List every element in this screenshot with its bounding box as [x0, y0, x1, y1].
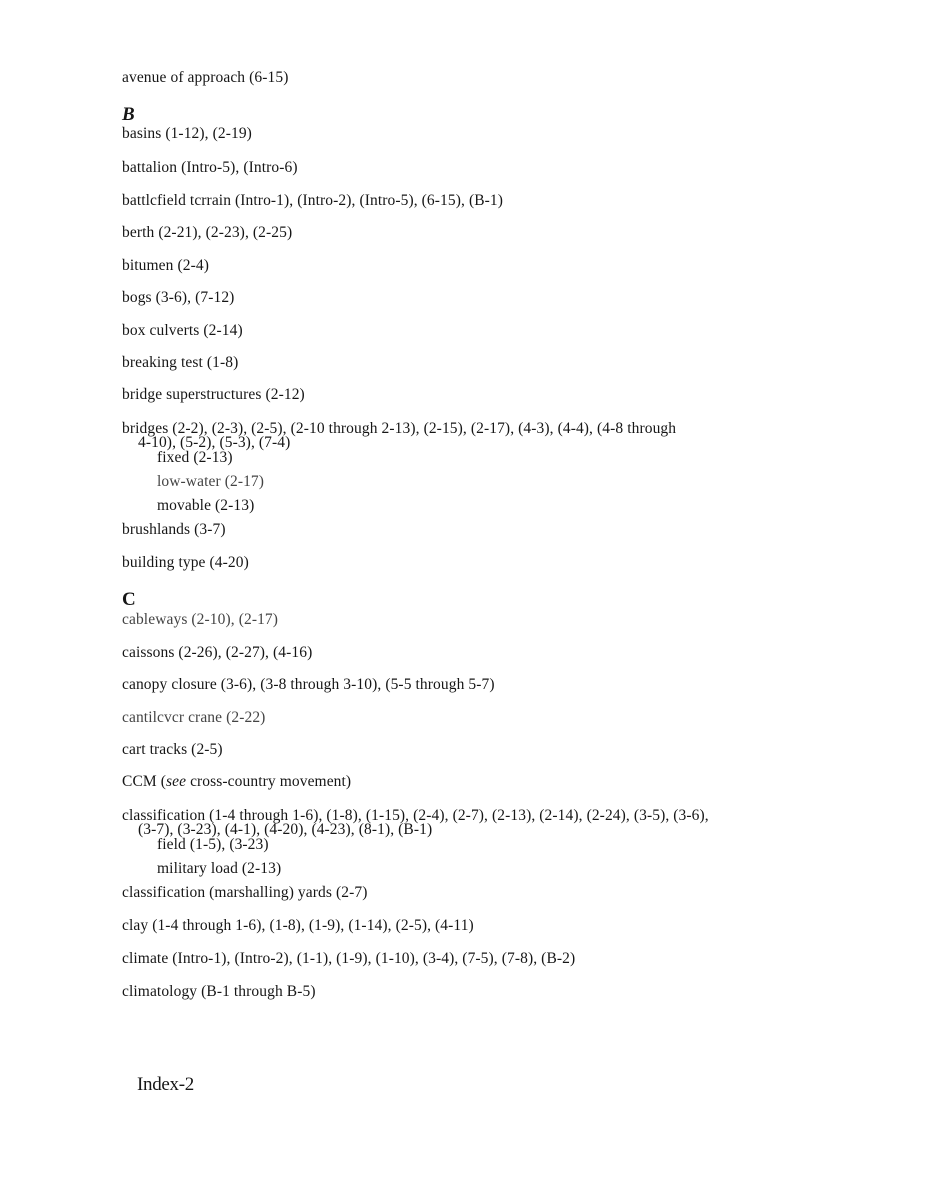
ccm-suffix: cross-country movement): [186, 773, 352, 790]
index-entry-classification: classification (1-4 through 1-6), (1-8), (1-15), (2-4), (2-7), (2-13), (2-14), (2-24), (3-5), (3-6),: [122, 807, 709, 824]
index-entry-classification-continued: (3-7), (3-23), (4-1), (4-20), (4-23), (8-1), (B-1): [138, 821, 433, 838]
ccm-prefix: CCM (: [122, 773, 166, 790]
index-entry-bridges-continued: 4-10), (5-2), (5-3), (7-4): [138, 434, 291, 451]
index-entry-berth: berth (2-21), (2-23), (2-25): [122, 224, 293, 241]
index-entry-cableways: cableways (2-10), (2-17): [122, 611, 279, 628]
section-letter-c: C: [122, 589, 136, 610]
index-entry-box-culverts: box culverts (2-14): [122, 322, 243, 339]
index-entry-avenue-of-approach: avenue of approach (6-15): [122, 69, 289, 86]
index-entry-bridge-superstructures: bridge superstructures (2-12): [122, 386, 305, 403]
index-entry-clay: clay (1-4 through 1-6), (1-8), (1-9), (1-14), (2-5), (4-11): [122, 917, 474, 934]
index-entry-bridges: bridges (2-2), (2-3), (2-5), (2-10 through 2-13), (2-15), (2-17), (4-3), (4-4), (4-8 through: [122, 420, 677, 437]
ccm-see-reference: see: [166, 773, 187, 790]
index-entry-battlefield-terrain: battlcfield tcrrain (Intro-1), (Intro-2), (Intro-5), (6-15), (B-1): [122, 192, 504, 209]
index-entry-breaking-test: breaking test (1-8): [122, 354, 239, 371]
index-entry-bogs: bogs (3-6), (7-12): [122, 289, 235, 306]
index-subentry-bridges-fixed: fixed (2-13): [157, 449, 233, 466]
index-entry-cart-tracks: cart tracks (2-5): [122, 741, 223, 758]
index-entry-caissons: caissons (2-26), (2-27), (4-16): [122, 644, 313, 661]
index-subentry-classification-military-load: military load (2-13): [157, 860, 282, 877]
index-entry-climate: climate (Intro-1), (Intro-2), (1-1), (1-9), (1-10), (3-4), (7-5), (7-8), (B-2): [122, 950, 576, 967]
index-entry-classification-yards: classification (marshalling) yards (2-7): [122, 884, 368, 901]
index-entry-canopy-closure: canopy closure (3-6), (3-8 through 3-10), (5-5 through 5-7): [122, 676, 495, 693]
index-entry-cantilever-crane: cantilcvcr crane (2-22): [122, 709, 266, 726]
index-entry-building-type: building type (4-20): [122, 554, 249, 571]
index-entry-brushlands: brushlands (3-7): [122, 521, 226, 538]
index-subentry-bridges-low-water: low-water (2-17): [157, 473, 265, 490]
index-entry-climatology: climatology (B-1 through B-5): [122, 983, 316, 1000]
index-subentry-classification-field: field (1-5), (3-23): [157, 836, 269, 853]
index-subentry-bridges-movable: movable (2-13): [157, 497, 255, 514]
index-entry-bitumen: bitumen (2-4): [122, 257, 209, 274]
index-entry-battalion: battalion (Intro-5), (Intro-6): [122, 159, 298, 176]
index-entry-basins: basins (1-12), (2-19): [122, 125, 252, 142]
page-number: Index-2: [137, 1074, 194, 1095]
section-letter-b: B: [122, 104, 135, 125]
index-entry-ccm: [122, 774, 351, 790]
